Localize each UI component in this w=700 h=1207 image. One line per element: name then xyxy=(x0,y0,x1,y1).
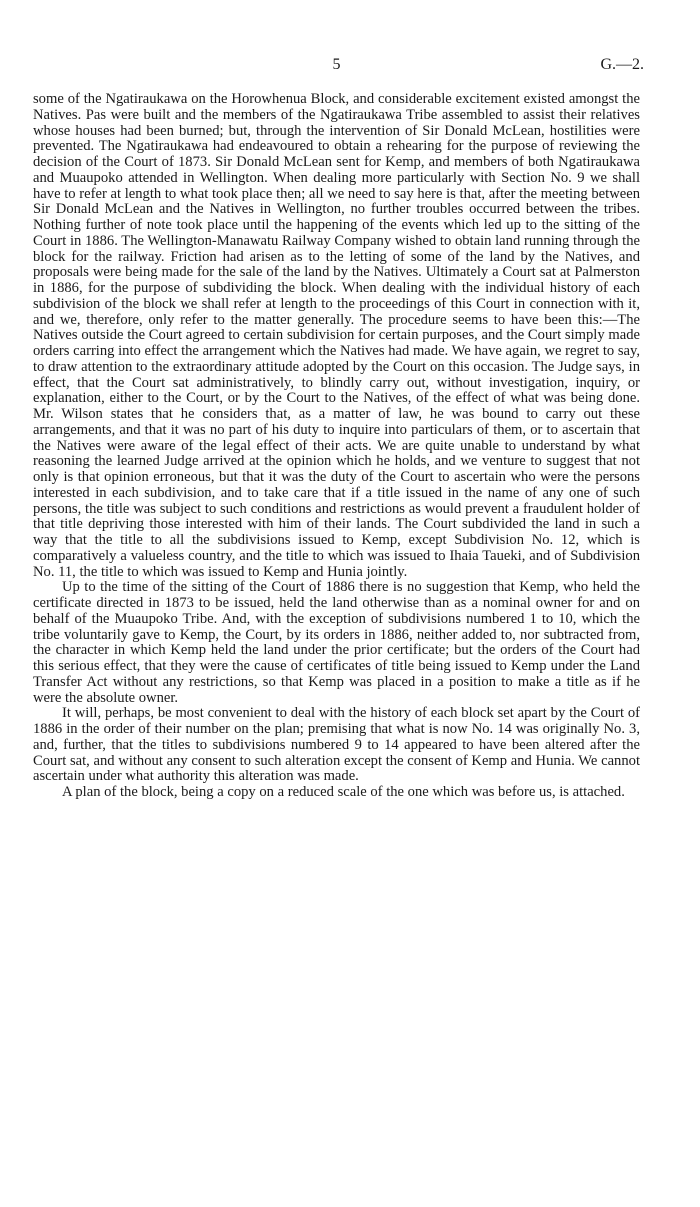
paragraph-2: Up to the time of the sitting of the Court of 1886 there is no suggestion that Kemp, who held the certificate directed in 1873 to be issued, held the land otherwise than as a nominal owner for and on behalf of the Muaupoko Tribe. And, with the exception of subdivisions numbered 1 to 10, which the tribe voluntarily gave to Kemp, the Court, by its orders in 1886, neither added to, nor subtracted from, the character in which Kemp held the land under the prior certificate; but the orders of the Court had this serious effect, that they were the cause of certificates of title being issued to Kemp under the Land Transfer Act without any restrictions, so that Kemp was placed in a position to make a title as if he were the absolute owner. xyxy=(33,579,640,706)
paragraph-1: some of the Ngatiraukawa on the Horowhenua Block, and considerable excitement existed amongst the Natives. Pas were built and the members of the Ngatiraukawa Tribe assembled to assist their relatives whose houses had been burned; but, through the intervention of Sir Donald McLean, hostilities were prevented. The Ngatiraukawa had endeavoured to obtain a rehearing for the purpose of reviewing the decision of the Court of 1873. Sir Donald McLean sent for Kemp, and members of both Ngatiraukawa and Muaupoko attended in Wellington. When dealing more particularly with Section No. 9 we shall have to refer at length to what took place then; all we need to say here is that, after the meeting between Sir Donald McLean and the Natives in Wellington, no further troubles occurred between the tribes. Nothing further of note took place until the happening of the events which led up to the sitting of the Court in 1886. The Wellington-Manawatu Railway Company wished to obtain land running through the block for the railway. Friction had arisen as to the letting of some of the land by the Natives, and proposals were being made for the sale of the land by the Natives. Ultimately a Court sat at Palmerston in 1886, for the purpose of subdividing the block. When dealing with the individual history of each subdivision of the block we shall refer at length to the proceedings of this Court in connection with it, and we, therefore, only refer to the matter generally. The procedure seems to have been this:—The Natives outside the Court agreed to certain subdivision for certain purposes, and the Court simply made orders carring into effect the arrangement which the Natives had made. We have again, we regret to say, to draw attention to the extraordinary attitude adopted by the Court on this occasion. The Judge says, in effect, that the Court sat administratively, to blindly carry out, without investigation, inquiry, or explanation, either to the Court, or by the Court to the Natives, of the effect of what was being done. Mr. Wilson states that he considers that, as a matter of law, he was bound to carry out these arrangements, and that it was no part of his duty to inquire into particulars of them, or to ascertain that the Natives were aware of the legal effect of their acts. We are quite unable to understand by what reasoning the learned Judge arrived at the opinion which he holds, and we venture to suggest that not only is that opinion erroneous, but that it was the duty of the Court to ascertain who were the persons interested in each subdivision, and to take care that if a title issued in the name of any one of such persons, the title was subject to such conditions and restrictions as would prevent a fraudulent holder of that title depriving those interested with him of their lands. The Court subdivided the land in such a way that the title to all the subdivisions issued to Kemp, except Subdivision No. 12, which is comparatively a valueless country, and the title to which was issued to Ihaia Taueki, and of Subdivision No. 11, the title to which was issued to Kemp and Hunia jointly. xyxy=(33,91,640,580)
page-number: 5 xyxy=(332,56,341,73)
body-text xyxy=(33,92,640,801)
paragraph-4: A plan of the block, being a copy on a reduced scale of the one which was before us, is attached. xyxy=(62,784,625,800)
page-header xyxy=(33,56,644,76)
document-page xyxy=(33,0,644,1207)
document-reference: G.—2. xyxy=(600,56,644,73)
paragraph-3: It will, perhaps, be most convenient to deal with the history of each block set apart by the Court of 1886 in the order of their number on the plan; premising that what is now No. 14 was originally No. 3, and, further, that the titles to subdivisions numbered 9 to 14 appeared to have been altered after the Court sat, and without any consent to such alteration except the consent of Kemp and Hunia. We cannot ascertain under what authority this alteration was made. xyxy=(33,705,640,785)
